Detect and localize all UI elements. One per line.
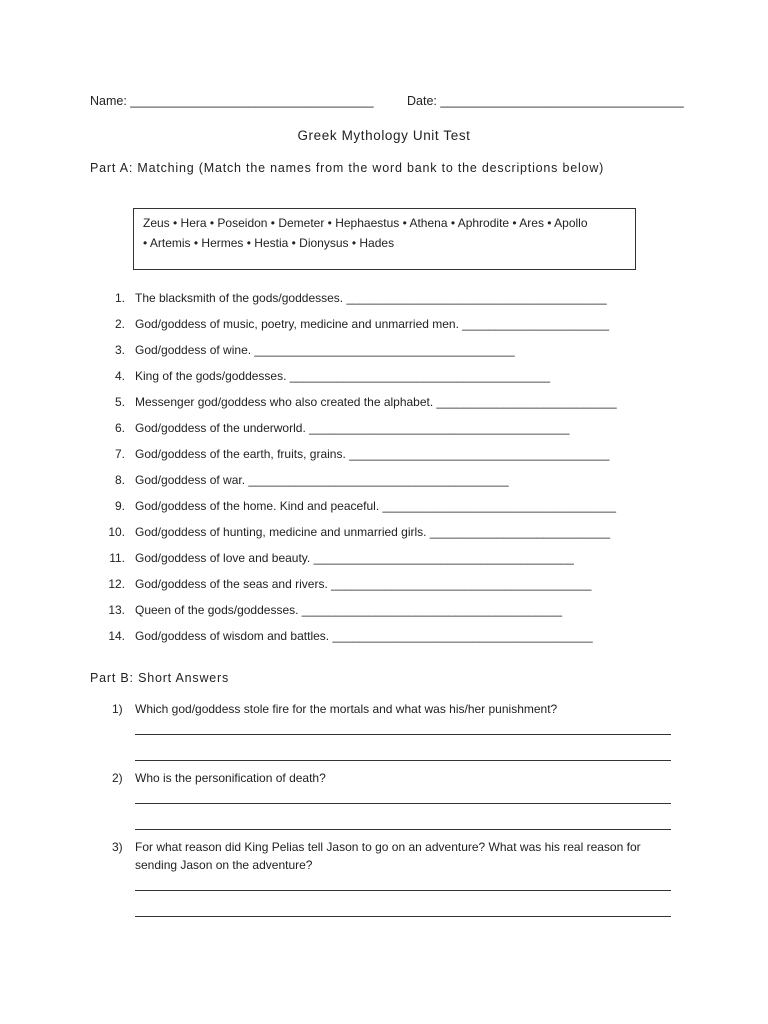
question-text: God/goddess of wine. _______________________________________ (135, 343, 515, 357)
question-text: God/goddess of love and beauty. _______________________________________ (135, 551, 574, 565)
question-number: 9. (114, 499, 125, 513)
question-text: God/goddess of music, poetry, medicine and unmarried men. ______________________ (135, 317, 610, 331)
part-b-heading: Part B: Short Answers (90, 671, 230, 685)
page-title: Greek Mythology Unit Test (297, 128, 471, 143)
question-number: 2. (114, 317, 125, 331)
matching-question (0, 421, 768, 441)
short-answer-number: 2) (112, 771, 123, 785)
matching-question (0, 317, 768, 337)
word-bank-line-2: • Artemis • Hermes • Hestia • Dionysus • Hades (143, 236, 395, 250)
word-bank-box (133, 208, 636, 270)
question-text: Queen of the gods/goddesses. _______________________________________ (135, 603, 563, 617)
question-number: 12. (108, 577, 125, 591)
matching-question (0, 629, 768, 649)
name-field-label: Name: ___________________________________ (90, 94, 374, 108)
matching-question (0, 473, 768, 493)
matching-question (0, 577, 768, 597)
matching-question (0, 603, 768, 623)
matching-question (0, 395, 768, 415)
short-answer-question: For what reason did King Pelias tell Jason to go on an adventure? What was his real reason for (135, 840, 641, 854)
question-number: 5. (114, 395, 125, 409)
matching-question (0, 551, 768, 571)
matching-question (0, 525, 768, 545)
question-text: God/goddess of the home. Kind and peaceful. ___________________________________ (135, 499, 617, 513)
short-answer-question: Which god/goddess stole fire for the mortals and what was his/her punishment? (135, 702, 558, 716)
question-number: 8. (114, 473, 125, 487)
matching-question (0, 291, 768, 311)
question-number: 1. (114, 291, 125, 305)
answer-line[interactable] (135, 829, 671, 830)
matching-question (0, 343, 768, 363)
word-bank-line-1: Zeus • Hera • Poseidon • Demeter • Hephaestus • Athena • Aphrodite • Ares • Apollo (143, 216, 588, 230)
question-number: 14. (108, 629, 125, 643)
question-number: 10. (108, 525, 125, 539)
answer-line[interactable] (135, 760, 671, 761)
question-number: 6. (114, 421, 125, 435)
answer-line[interactable] (135, 803, 671, 804)
short-answer-question-continued: sending Jason on the adventure? (135, 858, 313, 872)
short-answer-number: 1) (112, 702, 123, 716)
question-number: 3. (114, 343, 125, 357)
answer-line[interactable] (135, 734, 671, 735)
question-text: God/goddess of the underworld. _______________________________________ (135, 421, 570, 435)
short-answer-question: Who is the personification of death? (135, 771, 326, 785)
question-text: God/goddess of the seas and rivers. _______________________________________ (135, 577, 592, 591)
question-text: The blacksmith of the gods/goddesses. _______________________________________ (135, 291, 607, 305)
question-text: God/goddess of hunting, medicine and unmarried girls. ___________________________ (135, 525, 611, 539)
question-text: King of the gods/goddesses. _______________________________________ (135, 369, 551, 383)
question-number: 11. (109, 551, 125, 565)
answer-line[interactable] (135, 916, 671, 917)
date-field-label: Date: ___________________________________ (407, 94, 684, 108)
question-text: God/goddess of war. _______________________________________ (135, 473, 509, 487)
answer-line[interactable] (135, 890, 671, 891)
question-number: 7. (114, 447, 125, 461)
question-text: God/goddess of the earth, fruits, grains. _______________________________________ (135, 447, 610, 461)
matching-question (0, 369, 768, 389)
short-answer-number: 3) (112, 840, 123, 854)
question-number: 13. (108, 603, 125, 617)
matching-question (0, 447, 768, 467)
question-text: God/goddess of wisdom and battles. _______________________________________ (135, 629, 593, 643)
matching-question (0, 499, 768, 519)
question-number: 4. (114, 369, 125, 383)
part-a-heading: Part A: Matching (Match the names from the word bank to the descriptions below) (90, 161, 605, 175)
question-text: Messenger god/goddess who also created the alphabet. ___________________________ (135, 395, 617, 409)
